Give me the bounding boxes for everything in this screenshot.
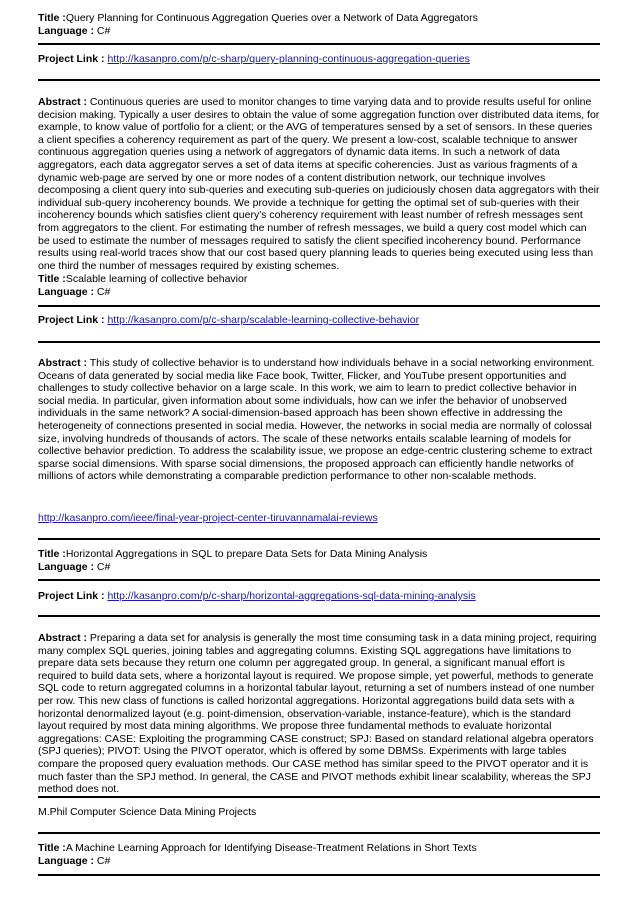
abstract-label: Abstract :: [38, 632, 88, 644]
project-entry: [38, 273, 600, 298]
divider: [38, 305, 600, 307]
project-link-label: Project Link :: [38, 590, 105, 602]
project-link[interactable]: http://kasanpro.com/p/c-sharp/query-planning-continuous-aggregation-queries: [107, 53, 470, 65]
title-label: Title :: [38, 273, 66, 285]
abstract-label: Abstract :: [38, 96, 88, 108]
project-entry: [38, 548, 600, 573]
entry-language: C#: [94, 854, 111, 867]
project-entry: [38, 842, 600, 867]
project-link-line: [38, 53, 470, 66]
divider: [38, 615, 600, 617]
language-label: Language :: [38, 560, 95, 573]
abstract-text: This study of collective behavior is to understand how individuals behave in a social networking environment. Oceans of data generated by social media like Face book, Twitter, Flicker, and YouTube present opportunities and challenges to study collective behavior on a large scale. In this work, we aim to learn to predict collective behavior in social media. In particular, given information about some individuals, how can we infer the behavior of unobserved individuals in the same network? A social-dimension-based approach has been shown effective in addressing the heterogeneity of connections presented in social media. However, the networks in social media are normally of colossal size, involving hundreds of thousands of actors. The scale of these networks entails scalable learning of models for collective behavior prediction. To address the scalability issue, we propose an edge-centric clustering scheme to extract sparse social dimensions. With sparse social dimensions, the proposed approach can efficiently handle networks of millions of actors while demonstrating a comparable prediction performance to other non-scalable methods.: [38, 357, 595, 483]
divider: [38, 796, 600, 798]
entry-language: C#: [94, 24, 111, 37]
project-link-label: Project Link :: [38, 314, 105, 326]
language-label: Language :: [38, 854, 95, 867]
divider: [38, 538, 600, 540]
divider: [38, 832, 600, 834]
review-link-line: [38, 512, 378, 525]
project-link[interactable]: http://kasanpro.com/p/c-sharp/scalable-learning-collective-behavior: [107, 314, 420, 326]
entry-title-line: [38, 273, 600, 286]
entry-language: C#: [94, 285, 111, 298]
divider: [38, 341, 600, 343]
entry-title: Scalable learning of collective behavior: [65, 273, 248, 285]
divider: [38, 79, 600, 81]
entry-language-line: [38, 286, 600, 299]
entry-title: Horizontal Aggregations in SQL to prepare Data Sets for Data Mining Analysis: [65, 548, 428, 560]
project-entry: [38, 12, 600, 37]
title-label: Title :: [38, 548, 66, 560]
project-link[interactable]: http://kasanpro.com/p/c-sharp/horizontal-aggregations-sql-data-mining-analysis: [107, 590, 476, 602]
entry-title: Query Planning for Continuous Aggregation Queries over a Network of Data Aggregators: [65, 12, 478, 24]
entry-language-line: [38, 25, 600, 38]
abstract-text: Continuous queries are used to monitor changes to time varying data and to provide results useful for online decision making. Typically a user desires to obtain the value of some aggregation function over distributed data items, for example, to know value of portfolio for a client; or the AVG of temperatures sensed by a set of sensors. In these queries a client specifies a coherency requirement as part of the query. We present a low-cost, scalable technique to answer continuous aggregation queries using a network of aggregators of dynamic data items. In such a network of data aggregators, each data aggregator serves a set of data items at specific coherencies. Just as various fragments of a dynamic web-page are served by one or more nodes of a content distribution network, our technique involves decomposing a client query into sub-queries and executing sub-queries on judiciously chosen data aggregators with their individual sub-query incoherency bounds. We provide a technique for getting the optimal set of sub-queries with their incoherency bounds which satisfies client query's coherency requirement with least number of refresh messages sent from aggregators to the client. For estimating the number of refresh messages, we build a query cost model which can be used to estimate the number of messages required to satisfy the client specified incoherency bound. Performance results using real-world traces show that our cost based query planning leads to queries being executed using less than one third the number of messages required by existing schemes.: [38, 96, 600, 272]
abstract-label: Abstract :: [38, 357, 88, 369]
review-link[interactable]: http://kasanpro.com/ieee/final-year-project-center-tiruvannamalai-reviews: [38, 512, 378, 524]
entry-language: C#: [94, 560, 111, 573]
title-label: Title :: [38, 12, 66, 24]
divider: [38, 43, 600, 45]
divider: [38, 579, 600, 581]
language-label: Language :: [38, 285, 95, 298]
entry-title: A Machine Learning Approach for Identifying Disease-Treatment Relations in Short Texts: [65, 842, 477, 854]
divider: [38, 874, 600, 876]
abstract-block: [38, 96, 600, 272]
project-link-line: [38, 590, 476, 603]
entry-title-line: [38, 842, 600, 855]
title-label: Title :: [38, 842, 66, 854]
entry-title-line: [38, 12, 600, 25]
language-label: Language :: [38, 24, 95, 37]
entry-language-line: [38, 855, 600, 868]
entry-title-line: [38, 548, 600, 561]
project-link-line: [38, 314, 419, 327]
project-link-label: Project Link :: [38, 53, 105, 65]
abstract-block: [38, 632, 600, 796]
abstract-block: [38, 357, 600, 483]
section-heading: M.Phil Computer Science Data Mining Projects: [38, 806, 257, 818]
entry-language-line: [38, 561, 600, 574]
abstract-text: Preparing a data set for analysis is generally the most time consuming task in a data mining project, requiring many complex SQL queries, joining tables and aggregating columns. Existing SQL aggregations have limitations to prepare data sets because they return one column per aggregated group. In general, a significant manual effort is required to build data sets, where a horizontal layout is required. We propose simple, yet powerful, methods to generate SQL code to return aggregated columns in a horizontal tabular layout, returning a set of numbers instead of one number per row. This new class of functions is called horizontal aggregations. Horizontal aggregations build data sets with a horizontal denormalized layout (e.g. point-dimension, observation-variable, instance-feature), which is the standard layout required by most data mining algorithms. We propose three fundamental methods to evaluate horizontal aggregations: CASE: Exploiting the programming CASE construct; SPJ: Based on standard relational algebra operators (SPJ queries); PIVOT: Using the PIVOT operator, which is offered by some DBMSs. Experiments with large tables compare the proposed query evaluation methods. Our CASE method has similar speed to the PIVOT operator and it is much faster than the SPJ method. In general, the CASE and PIVOT methods exhibit linear scalability, whereas the SPJ method does not.: [38, 632, 597, 796]
